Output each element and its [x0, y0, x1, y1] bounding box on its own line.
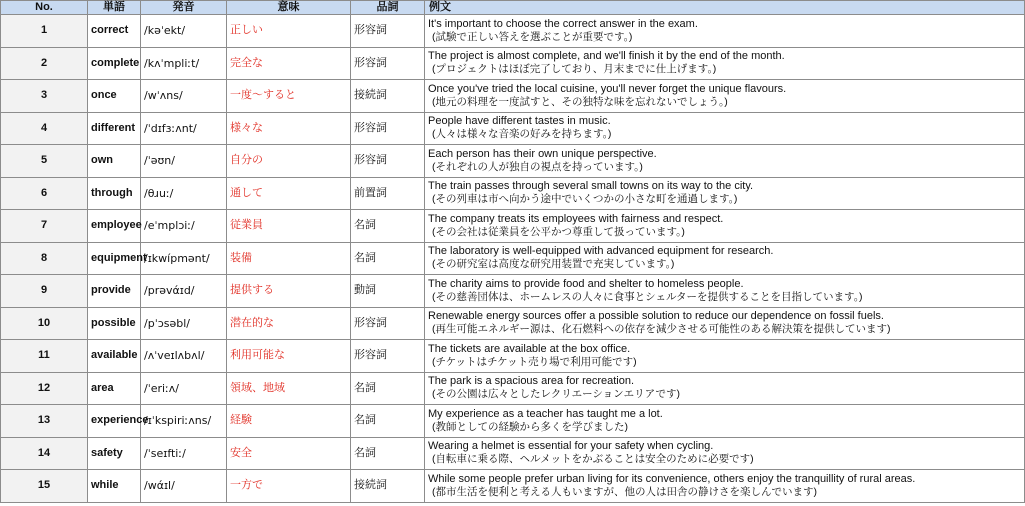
- header-row: [1, 1, 1025, 15]
- cell-no: 3: [1, 80, 88, 113]
- cell-no: 8: [1, 242, 88, 275]
- cell-pronunciation: /pˈɔsəbl/: [141, 307, 227, 340]
- cell-example: [425, 80, 1025, 113]
- cell-no: 1: [1, 15, 88, 48]
- example-japanese: (地元の料理を一度試すと、その独特な味を忘れないでしょう。): [432, 95, 728, 108]
- cell-word: possible: [88, 307, 141, 340]
- cell-no: 11: [1, 340, 88, 373]
- example-english: People have different tastes in music.: [428, 115, 611, 128]
- cell-part-of-speech: 接続詞: [351, 80, 425, 113]
- example-japanese: (教師としての経験から多くを学びました): [432, 420, 628, 433]
- cell-part-of-speech: 形容詞: [351, 145, 425, 178]
- example-japanese: (人々は様々な音楽の好みを持ちます。): [432, 128, 612, 141]
- cell-part-of-speech: 名詞: [351, 437, 425, 470]
- cell-no: 14: [1, 437, 88, 470]
- table-row: [1, 437, 1025, 470]
- example-english: The laboratory is well-equipped with advanced equipment for research.: [428, 245, 774, 258]
- cell-pronunciation: /wάɪl/: [141, 470, 227, 503]
- header-word: 単語: [88, 1, 141, 15]
- cell-no: 12: [1, 372, 88, 405]
- cell-part-of-speech: 名詞: [351, 405, 425, 438]
- table-row: [1, 275, 1025, 308]
- cell-word: complete: [88, 47, 141, 80]
- cell-part-of-speech: 名詞: [351, 210, 425, 243]
- header-pronunciation: 発音: [141, 1, 227, 15]
- example-japanese: (その研究室は高度な研究用装置で充実しています。): [432, 258, 675, 271]
- cell-example: [425, 47, 1025, 80]
- header-meaning: 意味: [227, 1, 351, 15]
- cell-pronunciation: /eˈmplɔiː/: [141, 210, 227, 243]
- cell-word: provide: [88, 275, 141, 308]
- table-row: [1, 112, 1025, 145]
- table-row: [1, 80, 1025, 113]
- cell-example: [425, 177, 1025, 210]
- cell-no: 2: [1, 47, 88, 80]
- cell-part-of-speech: 形容詞: [351, 15, 425, 48]
- cell-part-of-speech: 前置詞: [351, 177, 425, 210]
- cell-word: safety: [88, 437, 141, 470]
- table-row: [1, 307, 1025, 340]
- cell-word: different: [88, 112, 141, 145]
- cell-pronunciation: /kəˈekt/: [141, 15, 227, 48]
- example-english: Each person has their own unique perspective.: [428, 147, 657, 160]
- cell-example: [425, 470, 1025, 503]
- cell-pronunciation: /wˈʌns/: [141, 80, 227, 113]
- table-row: [1, 15, 1025, 48]
- cell-example: [425, 210, 1025, 243]
- cell-part-of-speech: 名詞: [351, 372, 425, 405]
- example-japanese: (プロジェクトはほぼ完了しており、月末までに仕上げます。): [432, 63, 717, 76]
- example-japanese: (自転車に乗る際、ヘルメットをかぶることは安全のために必要です): [432, 453, 754, 466]
- example-english: While some people prefer urban living for its convenience, others enjoy the tranquillity of rural areas.: [428, 472, 916, 485]
- cell-part-of-speech: 形容詞: [351, 112, 425, 145]
- cell-no: 15: [1, 470, 88, 503]
- cell-word: while: [88, 470, 141, 503]
- cell-example: [425, 112, 1025, 145]
- cell-no: 9: [1, 275, 88, 308]
- cell-word: through: [88, 177, 141, 210]
- cell-pronunciation: /ɪkwípmənt/: [141, 242, 227, 275]
- header-example: 例文: [425, 1, 1025, 15]
- cell-meaning: 自分の: [227, 145, 351, 178]
- example-japanese: (その慈善団体は、ホームレスの人々に食事とシェルターを提供することを目指しています。): [432, 290, 863, 303]
- cell-example: [425, 242, 1025, 275]
- cell-no: 13: [1, 405, 88, 438]
- cell-example: [425, 340, 1025, 373]
- example-english: The company treats its employees with fairness and respect.: [428, 212, 724, 225]
- cell-word: available: [88, 340, 141, 373]
- example-japanese: (試験で正しい答えを選ぶことが重要です。): [432, 30, 633, 43]
- table-row: [1, 372, 1025, 405]
- cell-meaning: 従業員: [227, 210, 351, 243]
- cell-meaning: 装備: [227, 242, 351, 275]
- cell-example: [425, 15, 1025, 48]
- cell-example: [425, 275, 1025, 308]
- table-row: [1, 47, 1025, 80]
- table-row: [1, 470, 1025, 503]
- cell-example: [425, 437, 1025, 470]
- example-english: The park is a spacious area for recreation.: [428, 375, 635, 388]
- cell-word: employee: [88, 210, 141, 243]
- header-no: No.: [1, 1, 88, 15]
- cell-part-of-speech: 形容詞: [351, 307, 425, 340]
- example-japanese: (都市生活を便利と考える人もいますが、他の人は田舎の静けさを楽しんでいます): [432, 485, 817, 498]
- example-japanese: (その会社は従業員を公平かつ尊重して扱っています。): [432, 225, 685, 238]
- cell-pronunciation: /ɪˈkspiriːʌns/: [141, 405, 227, 438]
- cell-word: experience: [88, 405, 141, 438]
- cell-example: [425, 372, 1025, 405]
- cell-meaning: 正しい: [227, 15, 351, 48]
- example-english: The project is almost complete, and we'll finish it by the end of the month.: [428, 50, 785, 63]
- cell-meaning: 提供する: [227, 275, 351, 308]
- cell-no: 4: [1, 112, 88, 145]
- example-english: The charity aims to provide food and shelter to homeless people.: [428, 277, 744, 290]
- cell-example: [425, 405, 1025, 438]
- example-english: Wearing a helmet is essential for your safety when cycling.: [428, 440, 714, 453]
- table-row: [1, 177, 1025, 210]
- example-english: Renewable energy sources offer a possible solution to reduce our dependence on fossil fuels.: [428, 310, 884, 323]
- cell-no: 5: [1, 145, 88, 178]
- example-japanese: (その公園は広々としたレクリエーションエリアです): [432, 388, 680, 401]
- table-row: [1, 242, 1025, 275]
- cell-word: equipment: [88, 242, 141, 275]
- cell-pronunciation: /ˈeriːʌ/: [141, 372, 227, 405]
- cell-word: correct: [88, 15, 141, 48]
- example-english: The train passes through several small towns on its way to the city.: [428, 180, 754, 193]
- cell-meaning: 一度〜すると: [227, 80, 351, 113]
- cell-example: [425, 307, 1025, 340]
- example-english: The tickets are available at the box office.: [428, 342, 631, 355]
- cell-example: [425, 145, 1025, 178]
- cell-meaning: 利用可能な: [227, 340, 351, 373]
- example-english: My experience as a teacher has taught me a lot.: [428, 407, 663, 420]
- example-japanese: (それぞれの人が独自の視点を持っています。): [432, 160, 643, 173]
- example-japanese: (その列車は市へ向かう途中でいくつかの小さな町を通過します。): [432, 193, 738, 206]
- table-body: [1, 15, 1025, 503]
- cell-pronunciation: /ˈseɪftiː/: [141, 437, 227, 470]
- cell-pronunciation: /prəvάɪd/: [141, 275, 227, 308]
- example-japanese: (再生可能エネルギー源は、化石燃料への依存を減少させる可能性のある解決策を提供しています): [432, 323, 891, 336]
- cell-meaning: 完全な: [227, 47, 351, 80]
- example-english: Once you've tried the local cuisine, you'll never forget the unique flavours.: [428, 82, 787, 95]
- table-row: [1, 405, 1025, 438]
- cell-meaning: 一方で: [227, 470, 351, 503]
- example-english: It's important to choose the correct answer in the exam.: [428, 17, 698, 30]
- cell-meaning: 潜在的な: [227, 307, 351, 340]
- cell-no: 6: [1, 177, 88, 210]
- table-row: [1, 210, 1025, 243]
- cell-part-of-speech: 動詞: [351, 275, 425, 308]
- cell-word: own: [88, 145, 141, 178]
- cell-no: 10: [1, 307, 88, 340]
- header-part-of-speech: 品詞: [351, 1, 425, 15]
- cell-pronunciation: /ˈdɪfɜːʌnt/: [141, 112, 227, 145]
- cell-meaning: 様々な: [227, 112, 351, 145]
- cell-meaning: 経験: [227, 405, 351, 438]
- table-row: [1, 340, 1025, 373]
- cell-part-of-speech: 名詞: [351, 242, 425, 275]
- table-row: [1, 145, 1025, 178]
- cell-pronunciation: /ˈəʊn/: [141, 145, 227, 178]
- cell-part-of-speech: 接続詞: [351, 470, 425, 503]
- cell-pronunciation: /θɹuː/: [141, 177, 227, 210]
- cell-part-of-speech: 形容詞: [351, 340, 425, 373]
- cell-part-of-speech: 形容詞: [351, 47, 425, 80]
- cell-meaning: 通して: [227, 177, 351, 210]
- cell-pronunciation: /kʌˈmpliːt/: [141, 47, 227, 80]
- cell-word: area: [88, 372, 141, 405]
- cell-word: once: [88, 80, 141, 113]
- example-japanese: (チケットはチケット売り場で利用可能です): [432, 355, 637, 368]
- cell-meaning: 領域、地域: [227, 372, 351, 405]
- cell-no: 7: [1, 210, 88, 243]
- cell-pronunciation: /ʌˈveɪlʌbʌl/: [141, 340, 227, 373]
- cell-meaning: 安全: [227, 437, 351, 470]
